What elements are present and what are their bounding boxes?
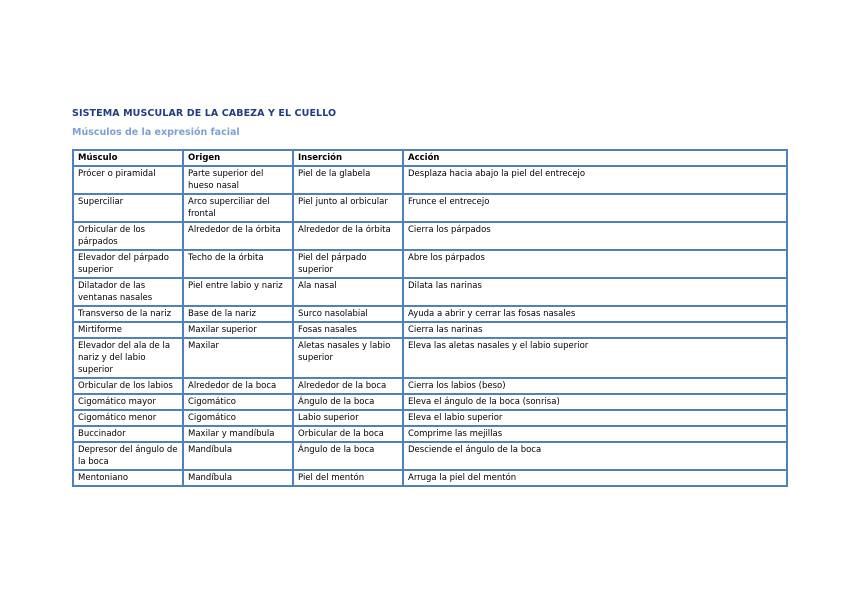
table-cell: Prócer o piramidal bbox=[73, 166, 183, 194]
table-cell: Orbicular de la boca bbox=[293, 426, 403, 442]
table-cell: Surco nasolabial bbox=[293, 306, 403, 322]
table-row bbox=[73, 410, 787, 426]
table-cell: Maxilar y mandíbula bbox=[183, 426, 293, 442]
table-cell: Desplaza hacia abajo la piel del entrecejo bbox=[403, 166, 787, 194]
table-cell: Piel junto al orbicular bbox=[293, 194, 403, 222]
table-row bbox=[73, 194, 787, 222]
table-cell: Dilata las narinas bbox=[403, 278, 787, 306]
table-cell: Aletas nasales y labio superior bbox=[293, 338, 403, 378]
table-cell: Maxilar bbox=[183, 338, 293, 378]
table-cell: Buccinador bbox=[73, 426, 183, 442]
table-cell: Arco superciliar del frontal bbox=[183, 194, 293, 222]
table-cell: Arruga la piel del mentón bbox=[403, 470, 787, 486]
table-cell: Mandíbula bbox=[183, 470, 293, 486]
table-row bbox=[73, 394, 787, 410]
column-header-origen: Origen bbox=[183, 150, 293, 166]
table-row bbox=[73, 166, 787, 194]
table-cell: Eleva el ángulo de la boca (sonrisa) bbox=[403, 394, 787, 410]
table-cell: Piel del mentón bbox=[293, 470, 403, 486]
table-cell: Piel de la glabela bbox=[293, 166, 403, 194]
table-cell: Base de la nariz bbox=[183, 306, 293, 322]
table-cell: Cigomático bbox=[183, 394, 293, 410]
column-header-musculo: Músculo bbox=[73, 150, 183, 166]
table-cell: Cigomático bbox=[183, 410, 293, 426]
table-cell: Mirtiforme bbox=[73, 322, 183, 338]
table-row bbox=[73, 250, 787, 278]
table-cell: Cierra las narinas bbox=[403, 322, 787, 338]
table-cell: Cierra los párpados bbox=[403, 222, 787, 250]
table-cell: Desciende el ángulo de la boca bbox=[403, 442, 787, 470]
section-subtitle: Músculos de la expresión facial bbox=[72, 127, 240, 138]
table-row bbox=[73, 470, 787, 486]
table-cell: Piel entre labio y nariz bbox=[183, 278, 293, 306]
table-cell: Cigomático mayor bbox=[73, 394, 183, 410]
table-cell: Cigomático menor bbox=[73, 410, 183, 426]
table-cell: Comprime las mejillas bbox=[403, 426, 787, 442]
table-row bbox=[73, 378, 787, 394]
column-header-accion: Acción bbox=[403, 150, 787, 166]
table-cell: Ala nasal bbox=[293, 278, 403, 306]
table-cell: Superciliar bbox=[73, 194, 183, 222]
table-cell: Cierra los labios (beso) bbox=[403, 378, 787, 394]
document-title: SISTEMA MUSCULAR DE LA CABEZA Y EL CUELLO bbox=[72, 108, 337, 119]
table-row bbox=[73, 278, 787, 306]
table-cell: Piel del párpado superior bbox=[293, 250, 403, 278]
table-cell: Parte superior del hueso nasal bbox=[183, 166, 293, 194]
table-cell: Transverso de la nariz bbox=[73, 306, 183, 322]
table-cell: Alrededor de la órbita bbox=[183, 222, 293, 250]
column-header-insercion: Inserción bbox=[293, 150, 403, 166]
table-cell: Elevador del párpado superior bbox=[73, 250, 183, 278]
table-cell: Eleva el labio superior bbox=[403, 410, 787, 426]
table-cell: Fosas nasales bbox=[293, 322, 403, 338]
table-cell: Techo de la órbita bbox=[183, 250, 293, 278]
table-cell: Maxilar superior bbox=[183, 322, 293, 338]
table-cell: Alrededor de la órbita bbox=[293, 222, 403, 250]
table-cell: Ayuda a abrir y cerrar las fosas nasales bbox=[403, 306, 787, 322]
table-row bbox=[73, 426, 787, 442]
table-cell: Dilatador de las ventanas nasales bbox=[73, 278, 183, 306]
table-row bbox=[73, 306, 787, 322]
table-cell: Eleva las aletas nasales y el labio superior bbox=[403, 338, 787, 378]
table-cell: Depresor del ángulo de la boca bbox=[73, 442, 183, 470]
table-row bbox=[73, 442, 787, 470]
table-row bbox=[73, 222, 787, 250]
table-cell: Frunce el entrecejo bbox=[403, 194, 787, 222]
table-body bbox=[73, 166, 787, 486]
table-header-row bbox=[73, 150, 787, 166]
table-cell: Orbicular de los labios bbox=[73, 378, 183, 394]
table-cell: Ángulo de la boca bbox=[293, 394, 403, 410]
table-cell: Elevador del ala de la nariz y del labio superior bbox=[73, 338, 183, 378]
table-cell: Abre los párpados bbox=[403, 250, 787, 278]
table-cell: Labio superior bbox=[293, 410, 403, 426]
table-row bbox=[73, 338, 787, 378]
table-cell: Ángulo de la boca bbox=[293, 442, 403, 470]
table-row bbox=[73, 322, 787, 338]
muscles-table bbox=[72, 149, 788, 487]
table-cell: Orbicular de los párpados bbox=[73, 222, 183, 250]
table-cell: Mandíbula bbox=[183, 442, 293, 470]
table-cell: Mentoniano bbox=[73, 470, 183, 486]
table-cell: Alrededor de la boca bbox=[183, 378, 293, 394]
table-cell: Alrededor de la boca bbox=[293, 378, 403, 394]
